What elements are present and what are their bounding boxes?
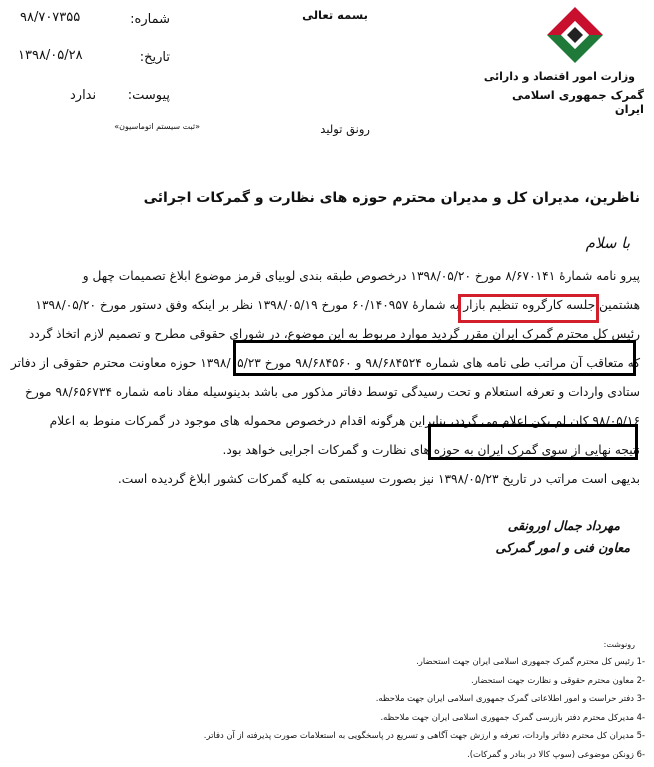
cc-item: -6 زونکن موضوعی (سوپ کالا در بنادر و گمرکات). <box>467 748 645 759</box>
cc-item: -2 معاون محترم حقوقی و نظارت جهت استحضار. <box>470 674 645 685</box>
number-value: ۹۸/۷۰۷۳۵۵ <box>20 10 81 25</box>
attachment-label: پیوست: <box>127 88 170 103</box>
greeting: با سلام <box>585 234 630 252</box>
copy-note: رونق تولید <box>320 122 370 136</box>
body-line: رئیس کل محترم گمرک ایران مقرر گردید موارد مربوط به این موضوع، در شورای حقوقی مطرح و تصمیم لازم اتخاذ گردد <box>28 327 640 341</box>
signatory-title: معاون فنی و امور گمرکی <box>495 540 630 555</box>
customs-logo <box>545 5 611 67</box>
body-paragraph-2: بدیهی است مراتب در تاریخ ۱۳۹۸/۰۵/۲۳ نیز بصورت سیستمی به کلیه گمرکات کشور ابلاغ گردیده است. <box>117 472 640 486</box>
body-line: هشتمین جلسه کارگروه تنظیم بازار به شمارۀ ۶۰/۱۴۰۹۵۷ مورخ ۱۳۹۸/۰۵/۱۹ نظر بر اینکه وفق دستور مورخ ۱۳۹۸/۰۵/۲۰ <box>35 298 640 312</box>
bismillah: بسمه تعالی <box>302 8 368 22</box>
date-value: ۱۳۹۸/۰۵/۲۸ <box>18 48 83 63</box>
attachment-value: ندارد <box>70 88 97 103</box>
body-line: پیرو نامه شمارۀ ۸/۶۷۰۱۴۱ مورخ ۱۳۹۸/۰۵/۲۰ درخصوص طبقه بندی لوبیای قرمز موضوع ابلاغ تصمیمات چهل و <box>82 269 640 283</box>
cc-item: -1 رئیس کل محترم گمرک جمهوری اسلامی ایران جهت استحضار. <box>416 656 645 666</box>
customs-name: گمرک جمهوری اسلامی ایران <box>511 88 644 116</box>
cc-list <box>203 652 645 764</box>
body-line: که متعاقب آن مراتب طی نامه های شماره ۹۸/۶۸۴۵۲۴ و ۹۸/۶۸۴۵۶۰ مورخ ۱۳۹۸/۰۵/۲۳ حوزه معاونت محترم حقوقی از دفاتر <box>10 356 640 370</box>
highlight-box-black <box>233 340 636 376</box>
body-line: نتیجه نهایی از سوی گمرک ایران به حوزه های نظارت و گمرکات اجرایی خواهد بود. <box>222 443 640 457</box>
cc-item: -5 مدیران کل محترم دفاتر واردات، تعرفه و ارزش جهت آگاهی و تسریع در پاسخگویی به استعلامات صورت پذیرفته از آن دفاتر. <box>203 730 645 741</box>
addressee: ناظرین، مدیران کل و مدیران محترم حوزه های نظارت و گمرکات اجرائی <box>143 190 640 206</box>
date-label: تاریخ: <box>139 50 170 65</box>
cc-item: -4 مدیرکل محترم دفتر بازرسی گمرک جمهوری اسلامی ایران جهت ملاحظه. <box>380 711 645 722</box>
cc-title: رونوشت: <box>603 640 635 649</box>
ministry-name: وزارت امور اقتصاد و دارائی <box>483 70 635 83</box>
body-line: ستادی واردات و تعرفه استعلام و تحت رسیدگی توسط دفاتر مذکور می باشد بدینوسیله مفاد نامه شماره ۹۸/۶۵۶۷۳۴ مورخ <box>25 385 640 399</box>
signatory-name: مهرداد جمال اورونقی <box>507 518 620 533</box>
body-line: ۹۸/۰۵/۱۶ کان لم یکن اعلام می گردد، بنابراین هرگونه اقدام درخصوص محموله های موجود در گمرکات منوط به اعلام <box>49 414 640 428</box>
automation-note: «ثبت سیستم اتوماسیون» <box>114 122 200 131</box>
number-label: شماره: <box>130 12 170 27</box>
cc-item: -3 دفتر حراست و امور اطلاعاتی گمرک جمهوری اسلامی ایران جهت ملاحظه. <box>375 693 645 704</box>
highlight-box-red <box>458 294 599 323</box>
highlight-box-black <box>428 424 638 460</box>
